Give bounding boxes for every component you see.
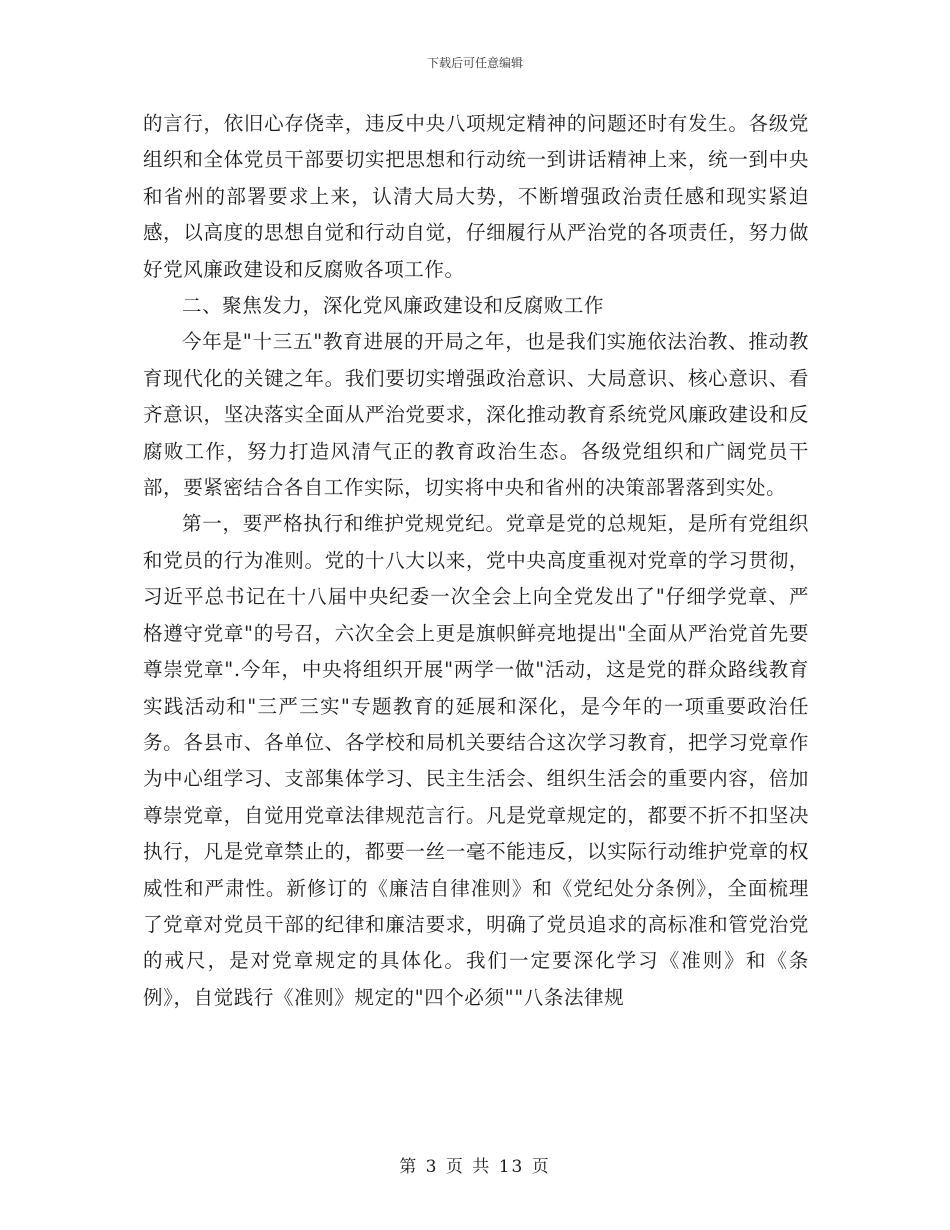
document-body (143, 106, 809, 1016)
paragraph-3: 第一，要严格执行和维护党规党纪。党章是党的总规矩，是所有党组织和党员的行为准则。党的十八大以来，党中央高度重视对党章的学习贯彻，习近平总书记在十八届中央纪委一次全会上向全党发出了"仔细学党章、严格遵守党章"的号召，六次全会上更是旗帜鲜亮地提出"全面从严治党首先要尊崇党章".今年，中央将组织开展"两学一做"活动，这是党的群众路线教育实践活动和"三严三实"专题教育的延展和深化，是今年的一项重要政治任务。各县市、各单位、各学校和局机关要结合这次学习教育，把学习党章作为中心组学习、支部集体学习、民主生活会、组织生活会的重要内容，倍加尊崇党章，自觉用党章法律规范言行。凡是党章规定的，都要不折不扣坚决执行，凡是党章禁止的，都要一丝一毫不能违反，以实际行动维护党章的权威性和严肃性。新修订的《廉洁自律准则》和《党纪处分条例》，全面梳理了党章对党员干部的纪律和廉洁要求，明确了党员追求的高标准和管党治党的戒尺，是对党章规定的具体化。我们一定要深化学习《准则》和《条例》，自觉践行《准则》规定的"四个必须""八条法律规 (143, 512, 809, 1009)
section-heading: 二、聚焦发力，深化党风廉政建设和反腐败工作 (182, 294, 605, 318)
page-number: 第 3 页 共 13 页 (399, 1157, 551, 1177)
paragraph-2: 今年是"十三五"教育进展的开局之年，也是我们实施依法治教、推动教育现代化的关键之年。我们要切实增强政治意识、大局意识、核心意识、看齐意识，坚决落实全面从严治党要求，深化推动教育系统党风廉政建设和反腐败工作，努力打造风清气正的教育政治生态。各级党组织和广阔党员干部，要紧密结合各自工作实际，切实将中央和省州的决策部署落到实处。 (143, 330, 809, 500)
paragraph-1: 的言行，依旧心存侥幸，违反中央八项规定精神的问题还时有发生。各级党组织和全体党员干部要切实把思想和行动统一到讲话精神上来，统一到中央和省州的部署要求上来，认清大局大势，不断增强政治责任感和现实紧迫感，以高度的思想自觉和行动自觉，仔细履行从严治党的各项责任，努力做好党风廉政建设和反腐败各项工作。 (143, 112, 809, 281)
page-header-note: 下载后可任意编辑 (426, 56, 523, 70)
